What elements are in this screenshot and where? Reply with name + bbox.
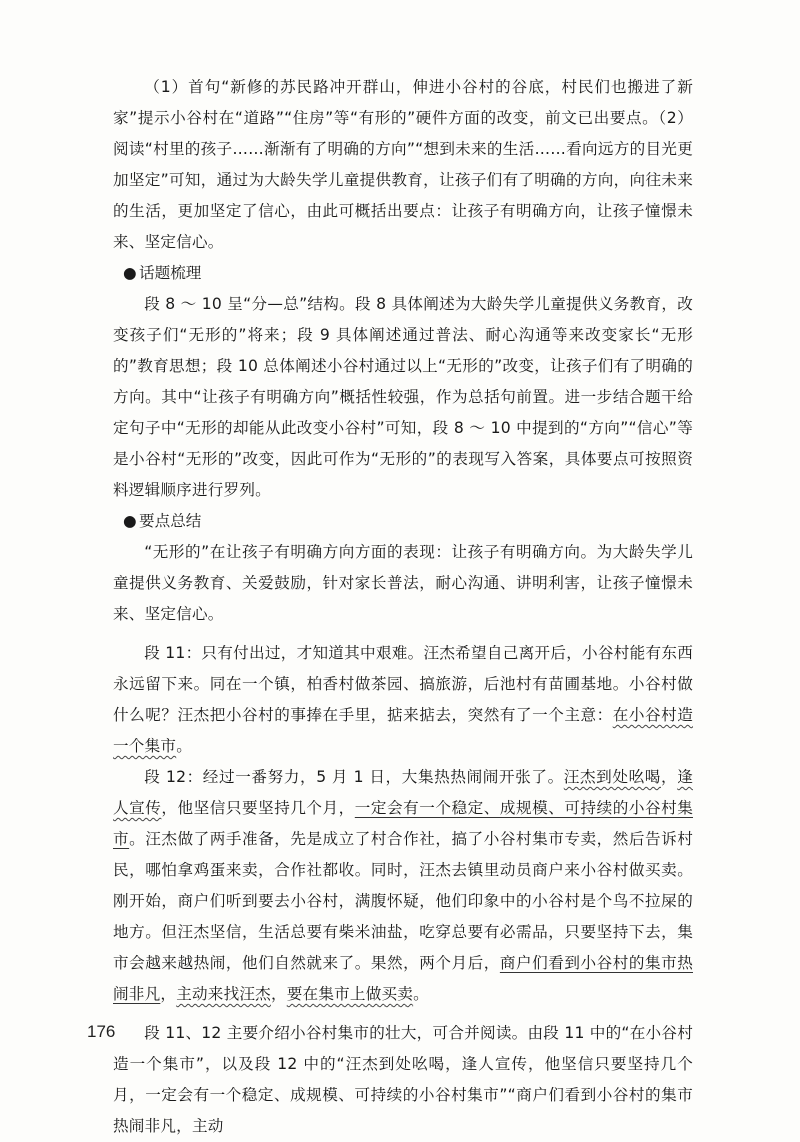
text-run: 段 12：经过一番努力，5 月 1 日，大集热热闹闹开张了。: [144, 768, 564, 786]
heading-label: 要点总结: [139, 512, 202, 530]
text-run: ，: [661, 768, 678, 786]
underlined-text: 商户们看到小谷村的集市热闹非凡: [113, 954, 693, 1003]
paragraph-source-11: [113, 638, 693, 762]
paragraph-key-points: “无形的”在让孩子有明确方向方面的表现：让孩子有明确方向。为大龄失学儿童提供义务教育、关爱鼓励，针对家长普法，耐心沟通、讲明利害，让孩子憧憬未来、坚定信心。: [113, 543, 693, 623]
text-run: 。: [176, 737, 192, 755]
bullet-icon: ●: [123, 264, 137, 282]
bullet-icon: ●: [123, 512, 137, 530]
wavy-underlined-text: 在小谷村造一个集市: [113, 706, 693, 755]
text-run: 。: [413, 985, 429, 1003]
text-run: ，: [160, 985, 177, 1003]
paragraph-analysis-1: （1）首句“新修的苏民路冲开群山，伸进小谷村的谷底，村民们也搬进了新家”提示小谷村在“道路”“住房”等“有形的”硬件方面的改变，前文已出要点。（2）阅读“村里的孩子……渐渐有了明确的方向”“想到未来的生活……看向远方的目光更加坚定”可知，通过为大龄失学儿童提供教育，让孩子们有了明确的方向，向往未来的生活，更加坚定了信心，由此可概括出要点：让孩子有明确方向，让孩子憧憬未来、坚定信心。: [113, 78, 693, 251]
page-body: [113, 72, 693, 1142]
heading-label: 话题梳理: [139, 264, 202, 282]
paragraph-analysis-11-12: 段 11、12 主要介绍小谷村集市的壮大，可合并阅读。由段 11 中的“在小谷村造一个集市”，以及段 12 中的“汪杰到处吆喝，逢人宣传，他坚信只要坚持几个月，一定会有一个稳定、成规模、可持续的小谷村集市”“商户们看到小谷村的集市热闹非凡，主动: [113, 1024, 693, 1135]
wavy-underlined-text: 要在集市上做买卖: [286, 985, 414, 1003]
wavy-underlined-text: 主动来找汪杰: [176, 985, 271, 1003]
text-run: 。汪杰做了两手准备，先是成立了村合作社，搞了小谷村集市专卖，然后告诉村民，哪怕拿鸡蛋来卖，合作社都收。同时，汪杰去镇里动员商户来小谷村做买卖。刚开始，商户们听到要去小谷村，满腹怀疑，他们印象中的小谷村是个鸟不拉屎的地方。但汪杰坚信，生活总要有柴米油盐，吃穿总要有必需品，只要坚持下去，集市会越来越热闹，他们自然就来了。果然，两个月后，: [113, 830, 693, 972]
underlined-text: 一定会有一个稳定、成规模、可持续的小谷村集市: [113, 799, 693, 848]
wavy-underlined-text: 逢人宣传: [113, 768, 693, 817]
page-number: 176: [87, 1022, 116, 1041]
paragraph-source-12: [113, 762, 693, 1010]
section-heading-key-points: [123, 506, 693, 537]
section-heading-topic-review: [123, 258, 693, 289]
wavy-underlined-text: 汪杰到处吆喝: [563, 768, 661, 786]
paragraph-topic-review: 段 8 ～ 10 呈“分—总”结构。段 8 具体阐述为大龄失学儿童提供义务教育，改变孩子们“无形的”将来；段 9 具体阐述通过普法、耐心沟通等来改变家长“无形的”教育思想；段 10 总体阐述小谷村通过以上“无形的”改变，让孩子们有了明确的方向。其中“让孩子有明确方向”概括性较强，作为总括句前置。进一步结合题干给定句子中“无形的却能从此改变小谷村”可知，段 8 ～ 10 中提到的“方向”“信心”等是小谷村“无形的”改变，因此可作为“无形的”的表现写入答案，具体要点可按照资料逻辑顺序进行罗列。: [113, 295, 693, 499]
text-run: ，: [270, 985, 287, 1003]
text-run: 段 11：只有付出过，才知道其中艰难。汪杰希望自己离开后，小谷村能有东西永远留下来。同在一个镇，柏香村做茶园、搞旅游，后池村有苗圃基地。小谷村做什么呢？汪杰把小谷村的事捧在手里，掂来掂去，突然有了一个主意：: [113, 644, 693, 724]
text-run: ，他坚信只要坚持几个月，: [161, 799, 355, 817]
